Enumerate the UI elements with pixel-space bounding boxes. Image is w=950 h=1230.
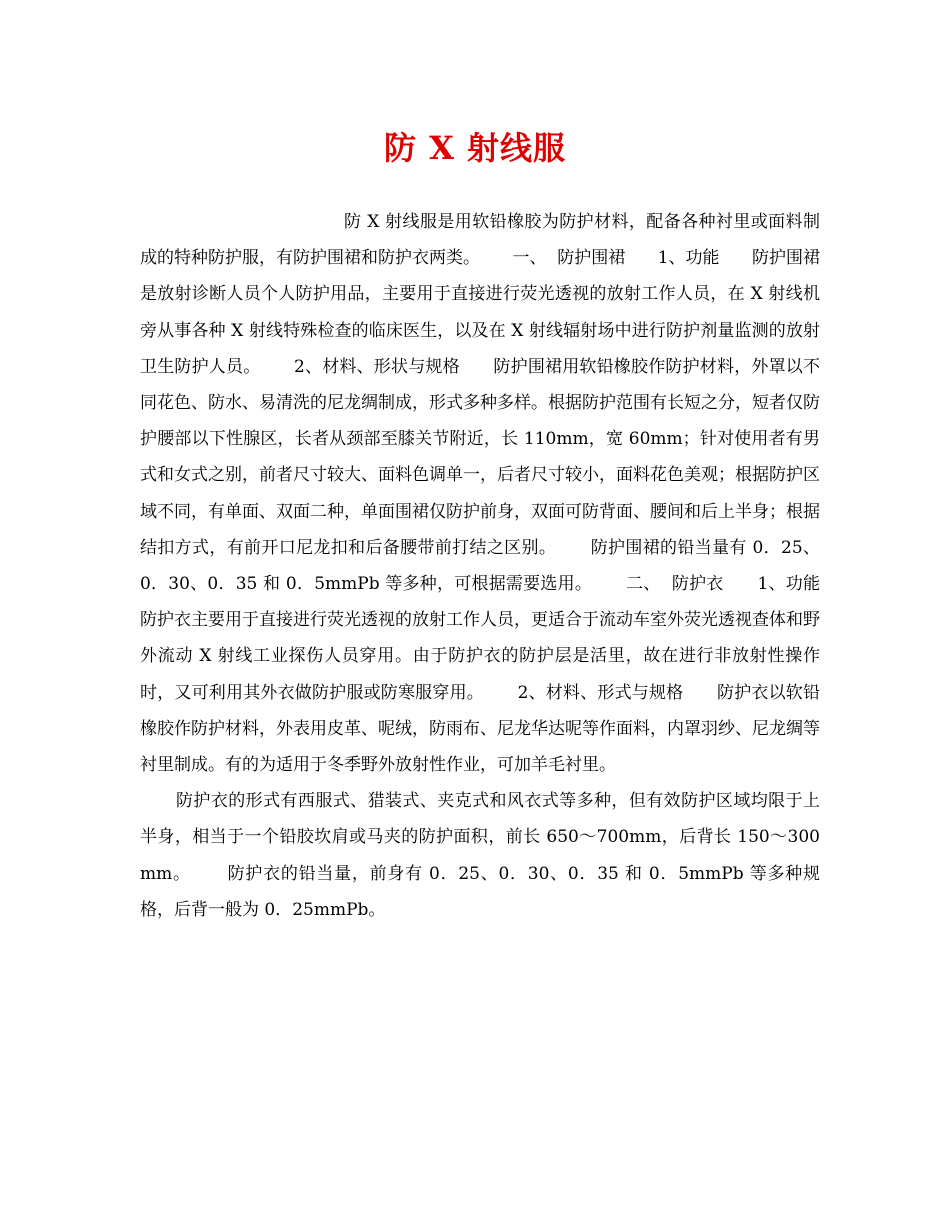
paragraph-2: 防护衣的形式有西服式、猎装式、夹克式和风衣式等多种，但有效防护区域均限于上半身，相当于一个铅胶坎肩或马夹的防护面积，前长 650～700mm，后背长 150～300mm。 防护衣的铅当量，前身有 0．25、0．30、0．35 和 0．5mmPb 等多种规格，后背一般为 0．25mmPb。 — [140, 791, 820, 920]
paragraph-1: 防 X 射线服是用软铅橡胶为防护材料，配备各种衬里或面料制成的特种防护服，有防护围裙和防护衣两类。 一、 防护围裙 1、功能 防护围裙是放射诊断人员个人防护用品，主要用于直接进行荧光透视的放射工作人员，在 X 射线机旁从事各种 X 射线特殊检查的临床医生，以及在 X 射线辐射场中进行防护剂量监测的放射卫生防护人员。 2、材料、形状与规格 防护围裙用软铅橡胶作防护材料，外罩以不同花色、防水、易清洗的尼龙绸制成，形式多种多样。根据防护范围有长短之分，短者仅防护腰部以下性腺区，长者从颈部至膝关节附近，长 110mm，宽 60mm；针对使用者有男式和女式之别，前者尺寸较大、面料色调单一，后者尺寸较小，面料花色美观；根据防护区域不同，有单面、双面二种，单面围裙仅防护前身，双面可防背面、腰间和后上半身；根据结扣方式，有前开口尼龙扣和后备腰带前打结之区别。 防护围裙的铅当量有 0．25、0．30、0．35 和 0．5mmPb 等多种，可根据需要选用。 二、 防护衣 1、功能 防护衣主要用于直接进行荧光透视的放射工作人员，更适合于流动车室外荧光透视查体和野外流动 X 射线工业探伤人员穿用。由于防护衣的防护层是活里，故在进行非放射性操作时，又可利用其外衣做防护服或防寒服穿用。 2、材料、形式与规格 防护衣以软铅橡胶作防护材料，外表用皮革、呢绒，防雨布、尼龙华达呢等作面料，内罩羽纱、尼龙绸等衬里制成。有的为适用于冬季野外放射性作业，可加羊毛衬里。 — [140, 212, 853, 776]
document-title: 防 X 射线服 — [383, 129, 567, 167]
document-body — [140, 204, 853, 928]
